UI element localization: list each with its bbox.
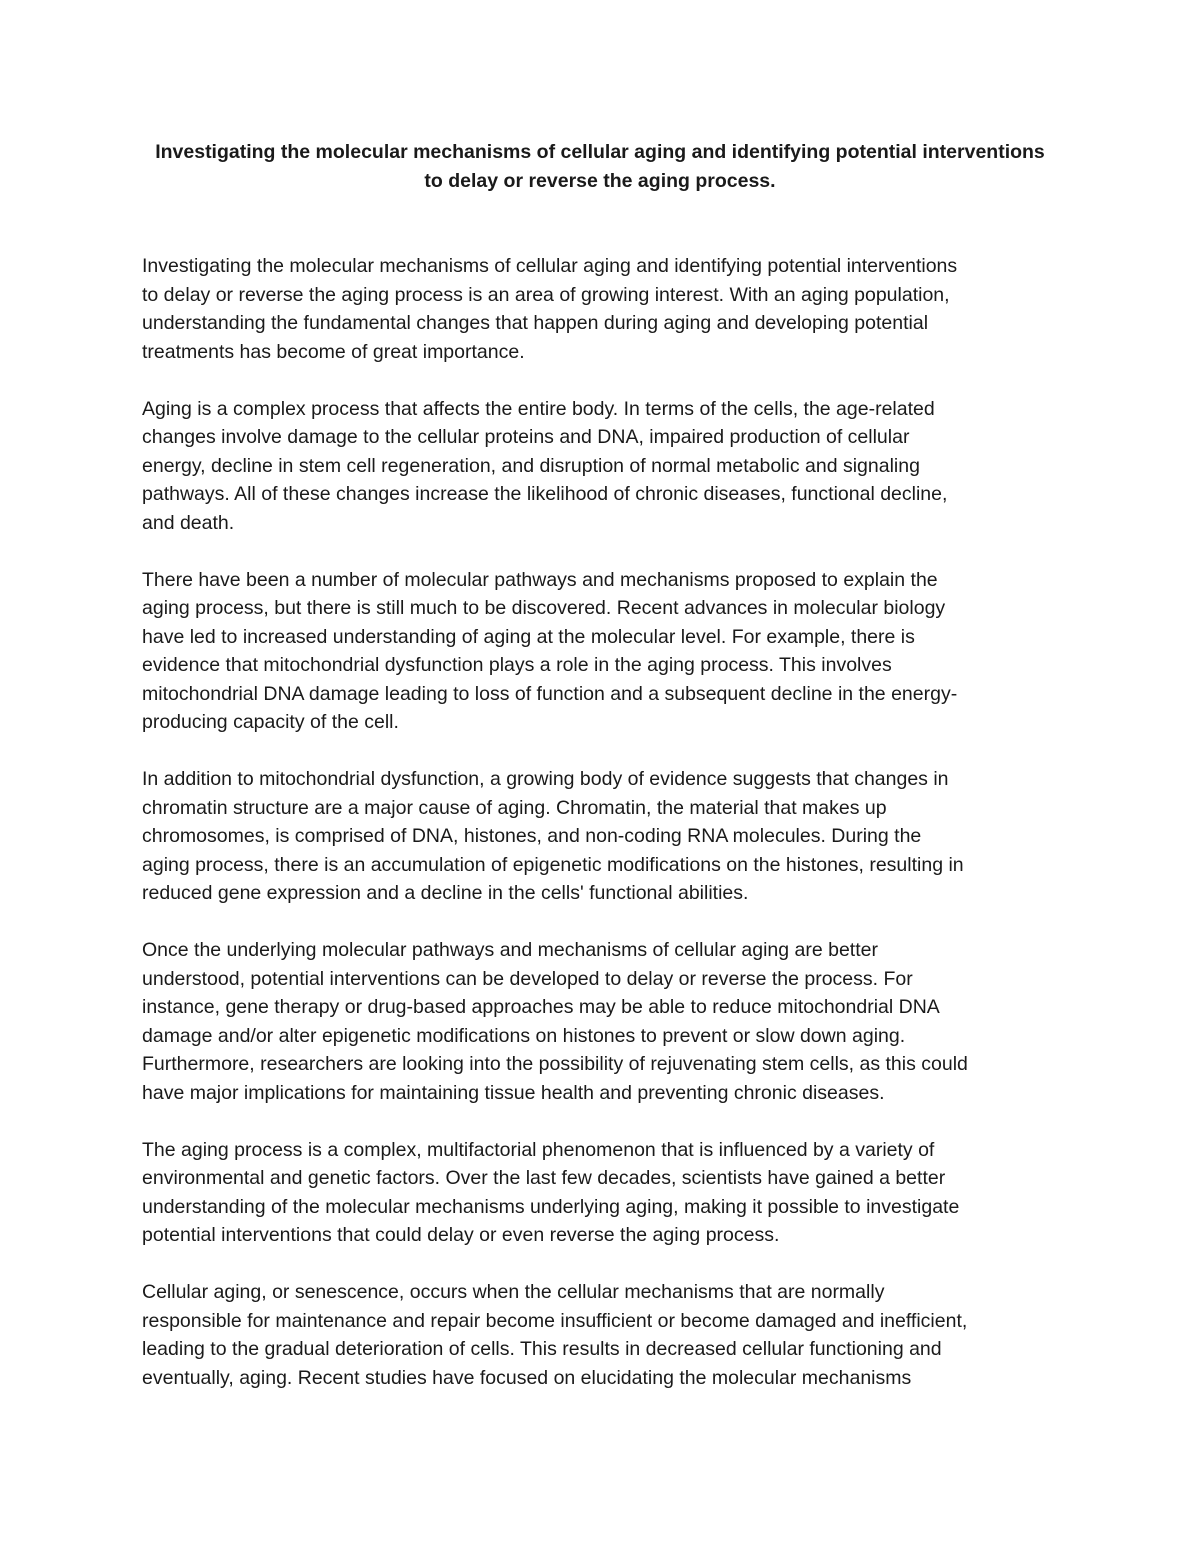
text-line: instance, gene therapy or drug-based approaches may be able to reduce mitochondrial DNA (142, 996, 940, 1018)
text-line: The aging process is a complex, multifactorial phenomenon that is influenced by a variety of (142, 1138, 935, 1161)
paragraph-6 (142, 1136, 1082, 1250)
paragraph-1 (142, 252, 1082, 366)
text-line: Once the underlying molecular pathways and mechanisms of cellular aging are better (142, 939, 878, 961)
document-body (142, 252, 1082, 1421)
text-line: Aging is a complex process that affects the entire body. In terms of the cells, the age-related (142, 397, 935, 420)
text-line: to delay or reverse the aging process is an area of growing interest. With an aging population, (142, 283, 950, 306)
text-line: evidence that mitochondrial dysfunction plays a role in the aging process. This involves (142, 654, 892, 676)
text-line: responsible for maintenance and repair become insufficient or become damaged and inefficient, (142, 1309, 968, 1332)
document-title (100, 138, 1100, 196)
paragraph-4 (142, 765, 1082, 908)
text-line: environmental and genetic factors. Over the last few decades, scientists have gained a better (142, 1167, 946, 1189)
text-line: understood, potential interventions can be developed to delay or reverse the process. For (142, 967, 913, 990)
title-line: to delay or reverse the aging process. (424, 170, 776, 192)
paragraph-2 (142, 395, 1082, 538)
text-line: pathways. All of these changes increase the likelihood of chronic diseases, functional decline, (142, 483, 948, 505)
text-line: eventually, aging. Recent studies have focused on elucidating the molecular mechanisms (142, 1366, 912, 1389)
paragraph-3 (142, 566, 1082, 737)
text-line: Furthermore, researchers are looking into the possibility of rejuvenating stem cells, as this could (142, 1053, 968, 1075)
text-line: and death. (142, 511, 235, 534)
text-line: have major implications for maintaining tissue health and preventing chronic diseases. (142, 1081, 885, 1104)
text-line: treatments has become of great importance. (142, 340, 525, 363)
text-line: have led to increased understanding of aging at the molecular level. For example, there is (142, 625, 915, 648)
text-line: aging process, but there is still much to be discovered. Recent advances in molecular biology (142, 597, 946, 619)
text-line: understanding of the molecular mechanisms underlying aging, making it possible to investigate (142, 1195, 960, 1218)
text-line: There have been a number of molecular pathways and mechanisms proposed to explain the (142, 568, 938, 591)
text-line: leading to the gradual deterioration of cells. This results in decreased cellular functioning and (142, 1338, 942, 1360)
text-line: reduced gene expression and a decline in the cells' functional abilities. (142, 882, 749, 904)
text-line: changes involve damage to the cellular proteins and DNA, impaired production of cellular (142, 426, 910, 448)
text-line: understanding the fundamental changes that happen during aging and developing potential (142, 312, 929, 334)
title-line: Investigating the molecular mechanisms of cellular aging and identifying potential interventions (155, 141, 1045, 163)
text-line: producing capacity of the cell. (142, 711, 399, 733)
text-line: Investigating the molecular mechanisms of cellular aging and identifying potential interventions (142, 255, 958, 277)
text-line: chromatin structure are a major cause of aging. Chromatin, the material that makes up (142, 796, 887, 819)
text-line: aging process, there is an accumulation of epigenetic modifications on the histones, resulting in (142, 853, 964, 876)
text-line: Cellular aging, or senescence, occurs when the cellular mechanisms that are normally (142, 1281, 885, 1303)
text-line: damage and/or alter epigenetic modifications on histones to prevent or slow down aging. (142, 1024, 906, 1047)
text-line: mitochondrial DNA damage leading to loss of function and a subsequent decline in the energy- (142, 682, 958, 705)
paragraph-7 (142, 1278, 1082, 1392)
paragraph-5 (142, 936, 1082, 1107)
text-line: chromosomes, is comprised of DNA, histones, and non-coding RNA molecules. During the (142, 825, 922, 847)
text-line: energy, decline in stem cell regeneration, and disruption of normal metabolic and signaling (142, 454, 920, 477)
text-line: In addition to mitochondrial dysfunction, a growing body of evidence suggests that changes in (142, 768, 949, 790)
text-line: potential interventions that could delay or even reverse the aging process. (142, 1224, 780, 1246)
